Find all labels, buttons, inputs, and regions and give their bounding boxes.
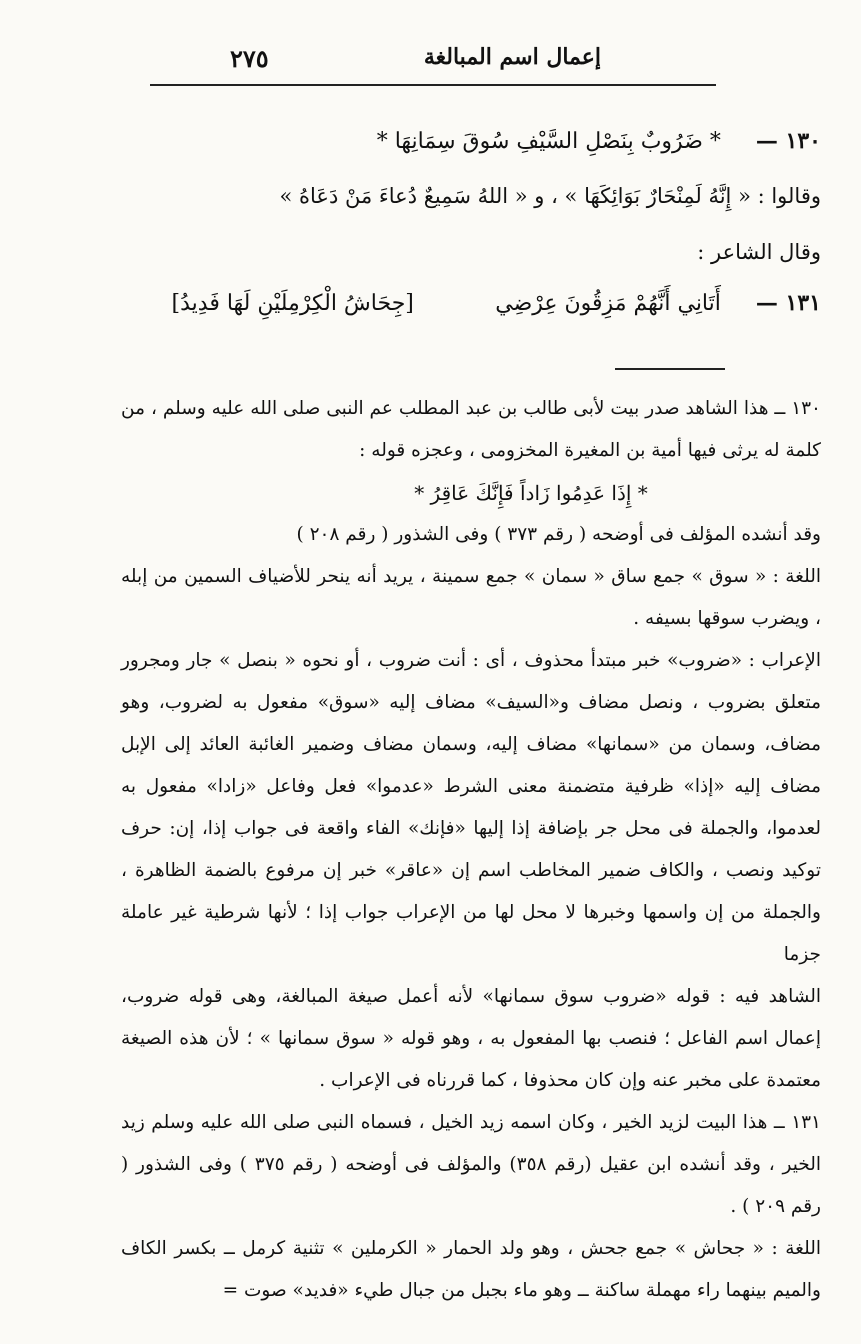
footnote-rule [615, 368, 725, 370]
header-rule [150, 84, 716, 86]
verse-text: * ضَرُوبٌ بِنَصْلِ السَّيْفِ سُوقَ سِمَانِهَا * [376, 129, 721, 154]
verse-131 [172, 290, 821, 316]
note-paragraph: الإعراب : «ضروب» خبر مبتدأ محذوف ، أى : أنت ضروب ، أو نحوه « بنصل » جار ومجرور متعلق بضروب ، ونصل مضاف و«السيف» مضاف إليه «سوق» مفعول به لضروب، وهو مضاف، وسمان من «سمانها» مضاف إليه، وسمان مضاف وضمير الغائبة العائد إلى الإبل مضاف إليه «إذا» ظرفية متضمنة معنى الشرط «عدموا» فعل وفاعل «زادا» مفعول به لعدموا، والجملة فى محل جر بإضافة إذا إليها «فإنك» الفاء واقعة فى جواب إذا، إن: حرف توكيد ونصب ، والكاف ضمير المخاطب اسم إن «عاقر» خبر إن مرفوع بالضمة الظاهرة ، والجملة من إن واسمها وخبرها لا محل لها من الإعراب جواب إذا ؛ لأنها شرطية غير عاملة جزما [121, 650, 821, 965]
example-sentences: وقالوا : « إِنَّهُ لَمِنْحَارٌ بَوَائِكَهَا » ، و « اللهُ سَمِيعٌ دُعاءَ مَنْ دَعَاهُ » [279, 184, 821, 208]
verse-number: ١٣١ — [755, 290, 821, 316]
verse-first-hemistich: أَتَانِي أَنَّهُمْ مَزِقُونَ عِرْضِي [495, 291, 721, 316]
verse-130 [377, 128, 821, 154]
note-paragraph: الشاهد فيه : قوله «ضروب سوق سمانها» لأنه أعمل صيغة المبالغة، وهى قوله ضروب، إعمال اسم الفاعل ؛ فنصب بها المفعول به ، وهو قوله « سوق سمانها » ؛ لأن هذه الصيغة معتمدة على مخبر عنه وإن كان محذوفا ، كما قررناه فى الإعراب . [121, 986, 821, 1091]
verse-number: ١٣٠ — [755, 128, 821, 154]
footnotes [121, 388, 821, 1312]
poet-intro: وقال الشاعر : [697, 240, 821, 264]
note-paragraph: وقد أنشده المؤلف فى أوضحه ( رقم ٣٧٣ ) وفى الشذور ( رقم ٢٠٨ ) [296, 524, 821, 545]
note-paragraph: اللغة : « جحاش » جمع جحش ، وهو ولد الحمار « الكرملين » تثنية كرمل ــ بكسر الكاف والميم بينهما راء مهملة ساكنة ــ وهو ماء بجبل من جبال طيء «فديد» صوت = [121, 1238, 821, 1301]
verse-second-hemistich: [جِحَاشُ الْكِرْمِلَيْنِ لَهَا فَدِيدُ] [171, 291, 414, 316]
page-number: ٢٧٥ [230, 44, 269, 73]
note-verse: * إِذَا عَدِمُوا زَاداً فَإِنَّكَ عَاقِرُ * [414, 481, 648, 505]
note-paragraph: ١٣٠ ــ هذا الشاهد صدر بيت لأبى طالب بن عبد المطلب عم النبى صلى الله عليه وسلم ، من كلمة له يرثى فيها أمية بن المغيرة المخزومى ، وعجزه قوله : [121, 398, 821, 461]
running-head [150, 40, 716, 80]
page-title: إعمال اسم المبالغة [423, 44, 601, 70]
note-paragraph: اللغة : « سوق » جمع ساق « سمان » جمع سمينة ، يريد أنه ينحر للأضياف السمين من إبله ، ويضرب سوقها بسيفه . [121, 566, 821, 629]
note-paragraph: ١٣١ ــ هذا البيت لزيد الخير ، وكان اسمه زيد الخيل ، فسماه النبى صلى الله عليه وسلم زيد الخير ، وقد أنشده ابن عقيل (رقم ٣٥٨) والمؤلف فى أوضحه ( رقم ٣٧٥ ) وفى الشذور ( رقم ٢٠٩ ) . [121, 1112, 822, 1217]
